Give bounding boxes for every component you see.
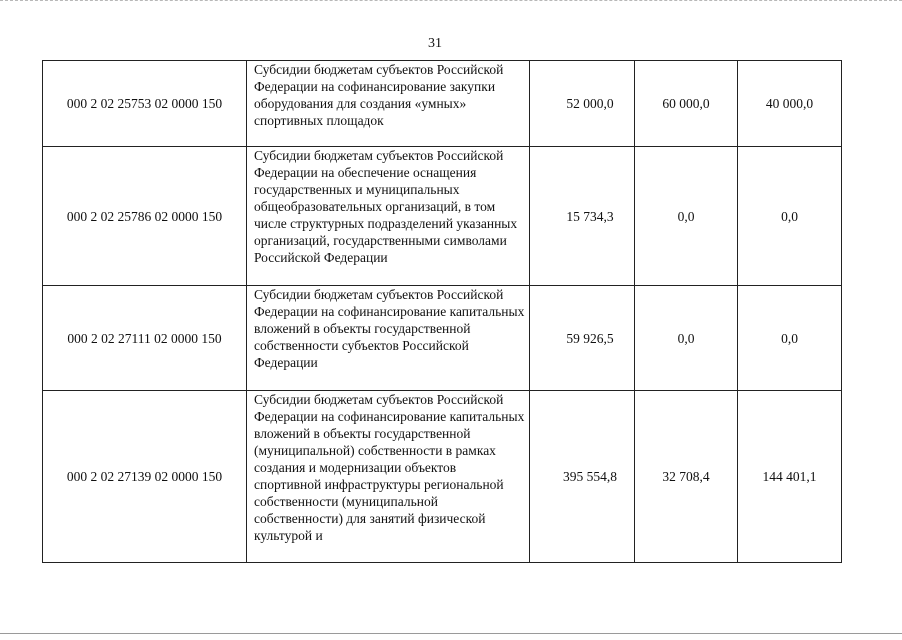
page-number: 31 xyxy=(428,36,442,51)
row-code: 000 2 02 27139 02 0000 150 xyxy=(43,391,247,563)
row-value-1 xyxy=(530,147,635,286)
row-code: 000 2 02 25786 02 0000 150 xyxy=(43,147,247,286)
row-value-2 xyxy=(635,61,738,147)
row-value-3 xyxy=(738,147,842,286)
value-text: 59 926,5 xyxy=(566,330,614,346)
value-text: 0,0 xyxy=(781,208,798,224)
row-code: 000 2 02 25753 02 0000 150 xyxy=(43,61,247,147)
value-text: 60 000,0 xyxy=(662,96,710,111)
value-text: 32 708,4 xyxy=(662,469,710,484)
value-text: 15 734,3 xyxy=(566,208,614,224)
value-text: 52 000,0 xyxy=(566,96,614,111)
row-description: Субсидии бюджетам субъектов Российской Федерации на софинансирование закупки оборудования для создания «умных» спортивных площадок xyxy=(247,61,530,147)
value-text: 40 000,0 xyxy=(765,96,814,111)
row-value-2 xyxy=(635,147,738,286)
row-value-2 xyxy=(635,286,738,391)
row-value-1 xyxy=(530,286,635,391)
value-text: 144 401,1 xyxy=(762,469,817,484)
row-value-3 xyxy=(738,286,842,391)
table-row xyxy=(43,147,842,286)
row-description: Субсидии бюджетам субъектов Российской Федерации на обеспечение оснащения государственных и муниципальных общеобразовательных организаций, в том числе структурных подразделений указанных организаций, государственными символами Российской Федерации xyxy=(247,147,530,286)
value-text: 0,0 xyxy=(677,208,695,224)
value-text: 0,0 xyxy=(781,330,798,346)
row-code: 000 2 02 27111 02 0000 150 xyxy=(43,286,247,391)
row-value-1 xyxy=(530,61,635,147)
table-row xyxy=(43,286,842,391)
row-description: Субсидии бюджетам субъектов Российской Федерации на софинансирование капитальных вложений в объекты государственной (муниципальной) собственности в рамках создания и модернизации объектов спортивной инфраструктуры региональной собственности (муниципальной собственности) для занятий физической культурой и xyxy=(247,391,530,563)
value-text: 395 554,8 xyxy=(563,469,617,484)
row-value-3 xyxy=(738,391,842,563)
row-description: Субсидии бюджетам субъектов Российской Федерации на софинансирование капитальных вложений в объекты государственной собственности субъектов Российской Федерации xyxy=(247,286,530,391)
value-text: 0,0 xyxy=(677,330,695,346)
scan-bottom-edge xyxy=(0,633,902,634)
row-value-3 xyxy=(738,61,842,147)
row-value-2 xyxy=(635,391,738,563)
table-row xyxy=(43,61,842,147)
table-row xyxy=(43,391,842,563)
row-value-1 xyxy=(530,391,635,563)
scan-top-edge xyxy=(0,0,902,4)
budget-table xyxy=(42,60,842,563)
